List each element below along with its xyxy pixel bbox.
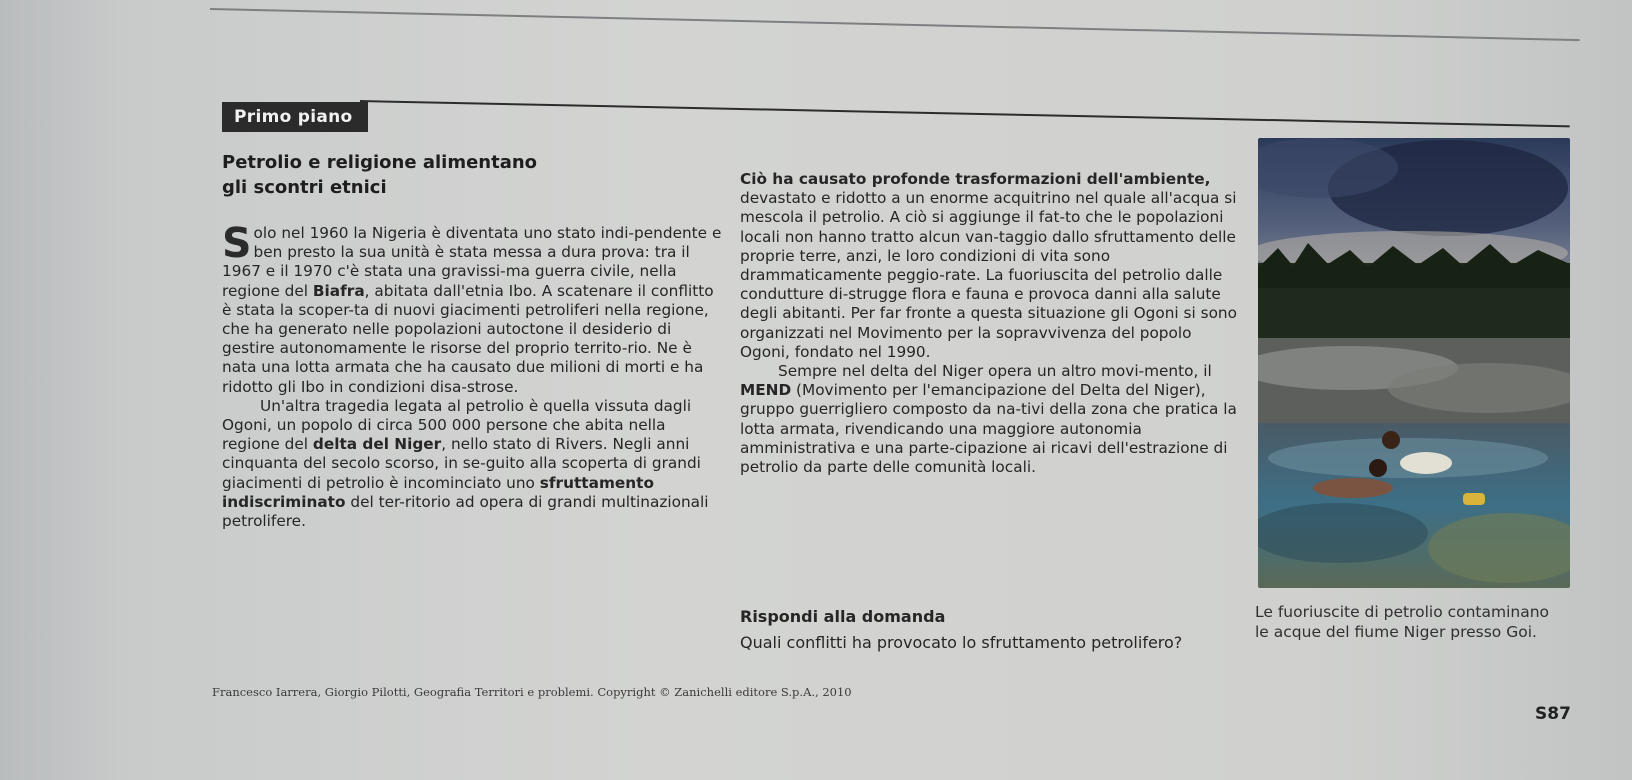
paragraph-biafra: Solo nel 1960 la Nigeria è diventata uno stato indi-pendente e ben presto la sua unità è stata messa a dura prova: tra il 1967 e il 1970 c'è stata una gravissi-ma guerra civile, nella regione del Biafra, abitata dall'etnia Ibo. A scatenare il conflitto è stata la scoper-ta di nuovi giacimenti petroliferi nella regione, che ha generato nelle popolazioni autoctone il desiderio di gestire autonomamente le risorse del proprio territo-rio. Ne è nata una lotta armata che ha causato due milioni di morti e ha ridotto gli Ibo in condizioni disa-strose. [222, 219, 722, 396]
section-label: Primo piano [222, 102, 368, 132]
photo-caption: Le fuoriuscite di petrolio contaminano le acque del fiume Niger presso Goi. [1255, 603, 1550, 641]
keyword-biafra: Biafra [312, 281, 365, 300]
article-title-line-2: gli scontri etnici [222, 177, 387, 198]
text-column-right [740, 170, 1245, 477]
paragraph-ogoni: Un'altra tragedia legata al petrolio è quella vissuta dagli Ogoni, un popolo di circa 500 000 persone che abita nella regione del delta del Niger, nello stato di Rivers. Negli anni cinquanta del secolo scorso, in se-guito alla scoperta di grandi giacimenti di petrolio è incominciato uno sfruttamento indiscriminato del ter-ritorio ad opera di grandi multinazionali petrolifere. [222, 396, 709, 531]
drop-cap: S [222, 219, 252, 267]
keyword-sfruttamento: sfruttamento indiscriminato [222, 473, 654, 511]
keyword-trasformazioni: Ciò ha causato profonde trasformazioni dell'ambiente, [740, 170, 1211, 188]
photo-illustration [1258, 138, 1570, 588]
question-box [740, 604, 1260, 656]
question-title: Rispondi alla domanda [740, 607, 946, 626]
page-number: S87 [1535, 704, 1571, 724]
copyright-line: Francesco Iarrera, Giorgio Pilotti, Geografia Territori e problemi. Copyright © Zanichelli editore S.p.A., 2010 [212, 685, 852, 699]
article-title-line-1: Petrolio e religione alimentano [222, 152, 538, 173]
keyword-mend: MEND [740, 381, 792, 400]
text-column-left [222, 219, 722, 531]
header-rule [360, 100, 1570, 127]
paragraph-mend: Sempre nel delta del Niger opera un altro movi-mento, il MEND (Movimento per l'emancipazione del Delta del Niger), gruppo guerrigliero composto da na-tivi della zona che pratica la lotta armata, rivendicando una maggiore autonomia amministrativa e una parte-cipazione ai ricavi dell'estrazione di petrolio da parte delle comunità locali. [740, 362, 1237, 477]
keyword-delta-niger: delta del Niger [312, 435, 442, 454]
oil-spill-photo [1258, 138, 1570, 588]
article-title [222, 150, 692, 200]
paragraph-environment: Ciò ha causato profonde trasformazioni dell'ambiente, devastato e ridotto a un enorme acquitrino nel quale all'acqua si mescola il petrolio. A ciò si aggiunge il fat-to che le popolazioni locali non hanno tratto alcun van-taggio dallo sfruttamento delle proprie terre, anzi, le loro condizioni di vita sono drammaticamente peggio-rate. La fuoriuscita del petrolio dalle condutture di-strugge flora e fauna e provoca danni alla salute degli abitanti. Per far fronte a questa situazione gli Ogoni si sono organizzati nel Movimento per la sopravvivenza del popolo Ogoni, fondato nel 1990. [740, 170, 1237, 361]
question-text: Quali conflitti ha provocato lo sfruttamento petrolifero? [740, 633, 1183, 652]
top-rule [210, 8, 1580, 41]
